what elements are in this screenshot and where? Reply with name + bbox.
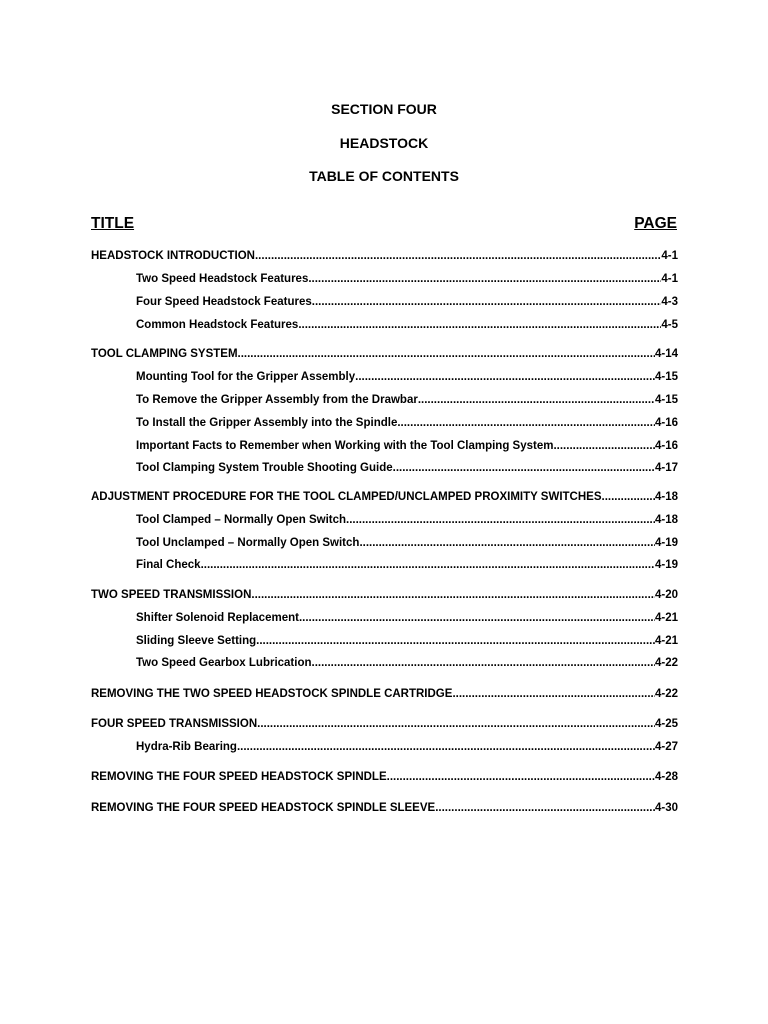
dot-leader [312,295,662,309]
toc-entry-page: 4-25 [654,718,678,730]
toc-entry-page: 4-21 [654,612,678,624]
toc-entry-page: 4-5 [661,319,678,331]
toc-subentry [136,370,678,384]
dot-leader [255,249,661,263]
toc-subentry [136,416,678,430]
toc-subentry [136,558,678,572]
toc-entry-page: 4-16 [654,417,678,429]
dot-leader [251,588,655,602]
toc-subentry [136,295,678,309]
toc-entry-page: 4-22 [654,657,678,669]
toc-entry [91,770,678,784]
toc-entry-page: 4-3 [661,296,678,308]
toc-entry [91,588,678,602]
toc-entry-title: HEADSTOCK INTRODUCTION [91,250,255,262]
toc-entry [91,717,678,731]
toc-entry-title: Common Headstock Features [136,319,299,331]
toc-entry-page: 4-19 [654,537,678,549]
dot-leader [299,611,655,625]
toc-entry-page: 4-20 [654,589,678,601]
dot-leader [238,347,655,361]
dot-leader [397,416,655,430]
toc-entry-page: 4-28 [654,771,678,783]
dot-leader [393,461,655,475]
toc-entry-page: 4-18 [654,491,678,503]
subject-title: HEADSTOCK [339,135,429,151]
toc-entry-title: Two Speed Headstock Features [136,273,309,285]
dot-leader [237,740,655,754]
dot-leader [355,370,655,384]
toc-entry-page: 4-30 [654,802,678,814]
title-column-header: TITLE [91,215,135,232]
toc-subentry [136,318,678,332]
toc-entry-title: Tool Unclamped – Normally Open Switch [136,537,360,549]
toc-entry-page: 4-17 [654,462,678,474]
toc-entry [91,687,678,701]
dot-leader [387,770,655,784]
toc-subentry [136,634,678,648]
dot-leader [435,801,655,815]
toc-entry-title: Tool Clamping System Trouble Shooting Guide [136,462,393,474]
dot-leader [602,490,655,504]
dot-leader [359,536,655,550]
toc-entry-title: TWO SPEED TRANSMISSION [91,589,252,601]
toc-subentry [136,272,678,286]
toc-entry-title: Important Facts to Remember when Working with the Tool Clamping System [136,440,554,452]
toc-entry-title: Sliding Sleeve Setting [136,635,257,647]
toc-entry-page: 4-18 [654,514,678,526]
toc-entry [91,801,678,815]
toc-subentry [136,740,678,754]
toc-entry-page: 4-15 [654,394,678,406]
toc-entry [91,249,678,263]
toc-entry-title: Mounting Tool for the Gripper Assembly [136,371,356,383]
toc-entry-title: Four Speed Headstock Features [136,296,312,308]
toc-entry-page: 4-21 [654,635,678,647]
toc-entry-title: ADJUSTMENT PROCEDURE FOR THE TOOL CLAMPED/UNCLAMPED PROXIMITY SWITCHES [91,491,602,503]
toc-heading: TABLE OF CONTENTS [309,168,459,184]
toc-entry-page: 4-22 [654,688,678,700]
toc-entry-page: 4-1 [661,273,678,285]
toc-subentry [136,393,678,407]
toc-subentry [136,439,678,453]
dot-leader [553,439,655,453]
toc-entry-title: To Install the Gripper Assembly into the Spindle [136,417,398,429]
dot-leader [308,272,661,286]
toc-entry-title: Shifter Solenoid Replacement [136,612,299,624]
toc-entry-title: Hydra-Rib Bearing [136,741,237,753]
dot-leader [418,393,655,407]
toc-entry-title: Two Speed Gearbox Lubrication [136,657,312,669]
toc-entry-title: Final Check [136,559,201,571]
toc-entry-title: REMOVING THE FOUR SPEED HEADSTOCK SPINDLE [91,771,387,783]
dot-leader [452,687,655,701]
toc-subentry [136,656,678,670]
page-column-header: PAGE [634,215,677,232]
toc-entry-page: 4-1 [661,250,678,262]
dot-leader [201,558,655,572]
dot-leader [256,634,655,648]
toc-entry-title: To Remove the Gripper Assembly from the Drawbar [136,394,418,406]
toc-entry [91,490,678,504]
toc-entry-page: 4-27 [654,741,678,753]
dot-leader [312,656,655,670]
toc-subentry [136,513,678,527]
toc-entry-title: REMOVING THE TWO SPEED HEADSTOCK SPINDLE CARTRIDGE [91,688,453,700]
toc-entry-title: FOUR SPEED TRANSMISSION [91,718,258,730]
toc-entry-page: 4-15 [654,371,678,383]
toc-subentry [136,461,678,475]
toc-entry-page: 4-19 [654,559,678,571]
toc-entry-page: 4-14 [654,348,678,360]
section-title: SECTION FOUR [331,101,437,117]
toc-entry-title: REMOVING THE FOUR SPEED HEADSTOCK SPINDLE SLEEVE [91,802,436,814]
toc-subentry [136,611,678,625]
toc-subentry [136,536,678,550]
dot-leader [346,513,655,527]
toc-entry [91,347,678,361]
toc-entry-title: TOOL CLAMPING SYSTEM [91,348,238,360]
toc-entry-title: Tool Clamped – Normally Open Switch [136,514,347,526]
dot-leader [257,717,655,731]
toc-entry-page: 4-16 [654,440,678,452]
dot-leader [298,318,661,332]
